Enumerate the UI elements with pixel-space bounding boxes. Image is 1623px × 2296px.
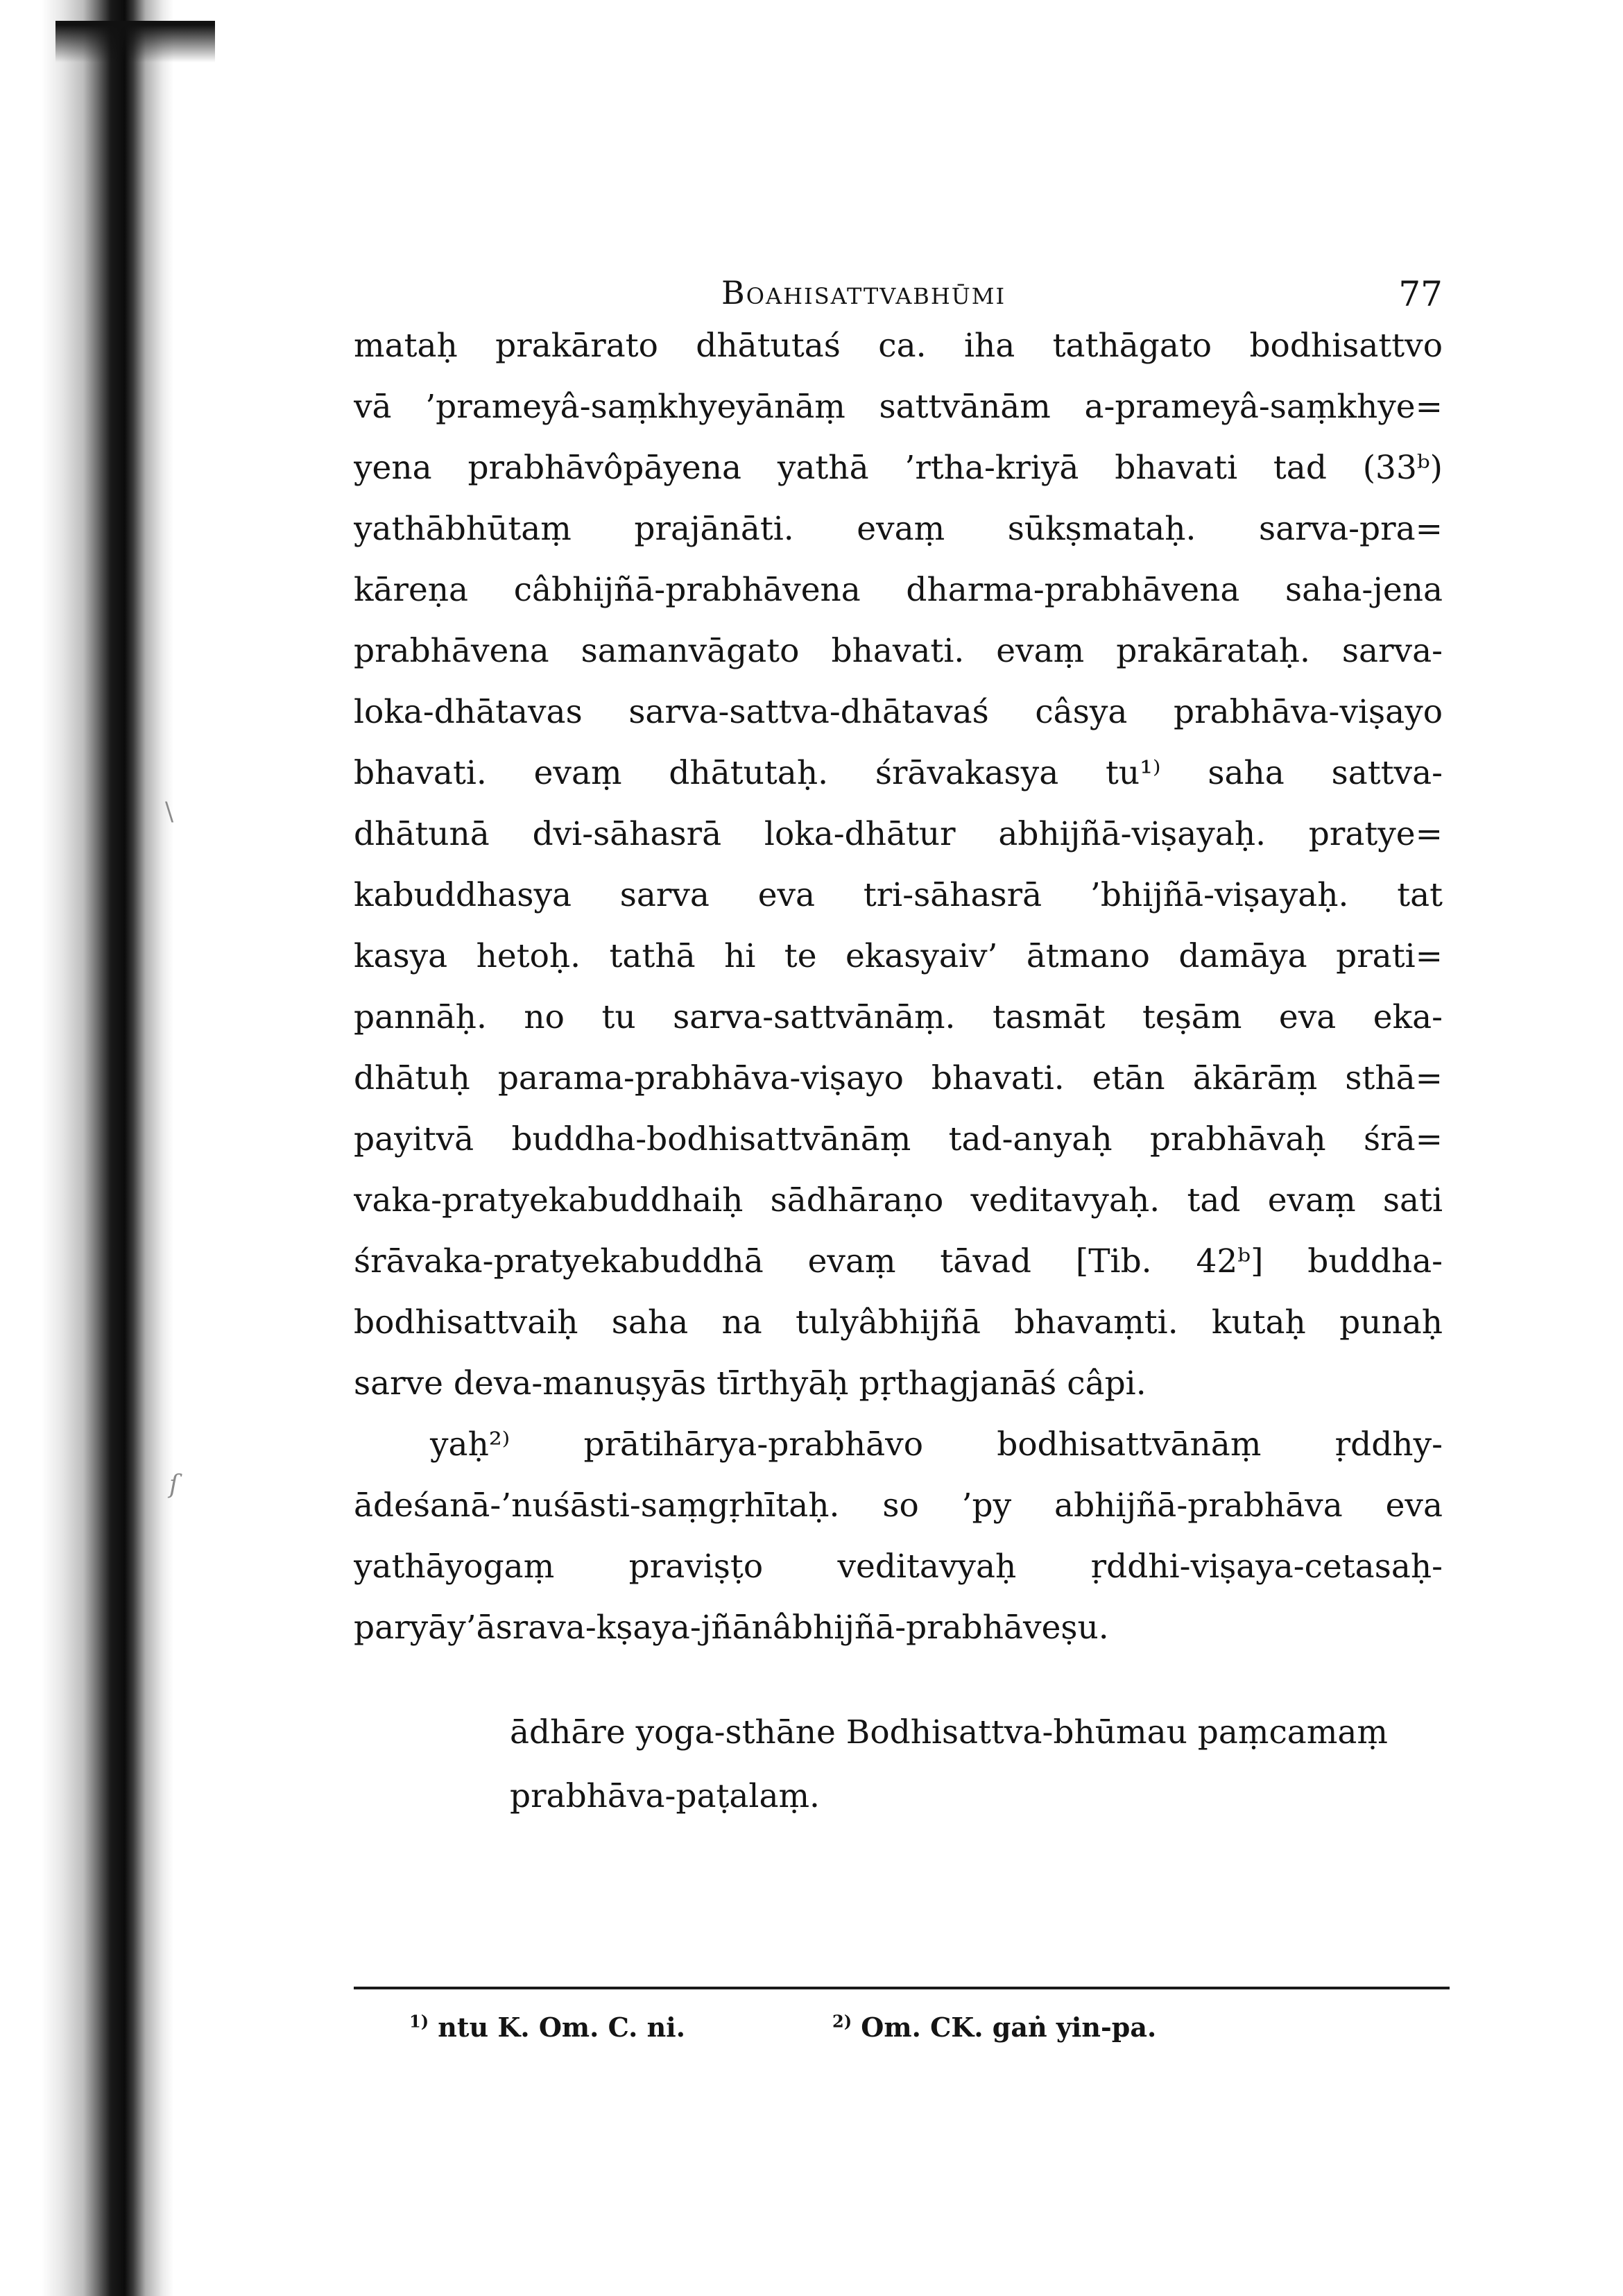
text-line: paryāy’āsrava-kṣaya-jñānâbhijñā-prabhāveṣu. — [354, 1609, 1109, 1647]
main-text — [354, 316, 1443, 1659]
text-line: mataḥ prakārato dhātutaś ca. iha tathāgato bodhisattvo — [354, 327, 1443, 365]
text-line: ādeśanā-’nuśāsti-saṃgṛhītaḥ. so ’py abhijñā-prabhāva eva — [354, 1487, 1443, 1525]
text-line: kasya hetoḥ. tathā hi te ekasyaiv’ ātmano damāya prati= — [354, 937, 1443, 975]
text-line: vā ’prameyâ-saṃkhyeyānāṃ sattvānām a-prameyâ-saṃkhye= — [354, 388, 1443, 426]
text-line: yena prabhāvôpāyena yathā ’rtha-kriyā bhavati tad (33ᵇ) — [354, 449, 1443, 487]
footnote-2 — [832, 2012, 1156, 2043]
binding-gutter-top — [55, 21, 215, 62]
text-line: dhātuḥ parama-prabhāva-viṣayo bhavati. etān ākārāṃ sthā= — [354, 1059, 1443, 1097]
footnote-marker: 1) — [409, 2011, 429, 2032]
text-line: loka-dhātavas sarva-sattva-dhātavaś câsya prabhāva-viṣayo — [354, 693, 1443, 731]
text-line: payitvā buddha-bodhisattvānāṃ tad-anyaḥ prabhāvaḥ śrā= — [354, 1120, 1443, 1158]
footnote-1 — [409, 2012, 685, 2043]
text-line: bhavati. evaṃ dhātutaḥ. śrāvakasya tu¹⁾ saha sattva- — [354, 754, 1443, 792]
footnotes — [409, 2012, 1450, 2053]
footnote-divider — [354, 1987, 1450, 1989]
text-line: yaḥ²⁾ prātihārya-prabhāvo bodhisattvānāṃ ṛddhy- — [430, 1425, 1443, 1464]
text-line: pannāḥ. no tu sarva-sattvānāṃ. tasmāt teṣām eva eka- — [354, 998, 1443, 1036]
binding-gutter — [0, 0, 173, 2296]
text-line: kāreṇa câbhijñā-prabhāvena dharma-prabhāvena saha-jena — [354, 571, 1443, 609]
margin-mark: ſ — [169, 1471, 179, 1499]
text-line: bodhisattvaiḥ saha na tulyâbhijñā bhavaṃti. kutaḥ punaḥ — [354, 1303, 1443, 1342]
text-line: kabuddhasya sarva eva tri-sāhasrā ’bhijñā-viṣayaḥ. tat — [354, 876, 1443, 914]
footnote-marker: 2) — [832, 2011, 852, 2032]
text-line: prabhāvena samanvāgato bhavati. evaṃ prakārataḥ. sarva- — [354, 632, 1443, 670]
margin-mark: \ — [165, 798, 174, 826]
colophon-line: ādhāre yoga-sthāne Bodhisattva-bhūmau paṃcamaṃ — [510, 1713, 1388, 1751]
colophon-line: prabhāva-paṭalaṃ. — [510, 1777, 820, 1815]
page-number: 77 — [1398, 274, 1443, 314]
text-line: dhātunā dvi-sāhasrā loka-dhātur abhijñā-viṣayaḥ. pratye= — [354, 815, 1443, 853]
text-line: sarve deva-manuṣyās tīrthyāḥ pṛthagjanāś câpi. — [354, 1364, 1147, 1403]
text-line: yathābhūtaṃ prajānāti. evaṃ sūkṣmataḥ. sarva-pra= — [354, 510, 1443, 548]
text-line: yathāyogaṃ praviṣṭo veditavyaḥ ṛddhi-viṣaya-cetasaḥ- — [354, 1548, 1443, 1586]
text-line: vaka-pratyekabuddhaiḥ sādhāraṇo veditavyaḥ. tad evaṃ sati — [354, 1181, 1443, 1219]
running-head: Boahisattvabhūmi — [721, 274, 1006, 311]
text-line: śrāvaka-pratyekabuddhā evaṃ tāvad [Tib. 42ᵇ] buddha- — [354, 1242, 1443, 1280]
chapter-colophon — [510, 1701, 1446, 1828]
footnote-text: ntu K. Om. C. ni. — [438, 2012, 685, 2043]
footnote-text: Om. CK. gaṅ yin-pa. — [861, 2012, 1157, 2043]
